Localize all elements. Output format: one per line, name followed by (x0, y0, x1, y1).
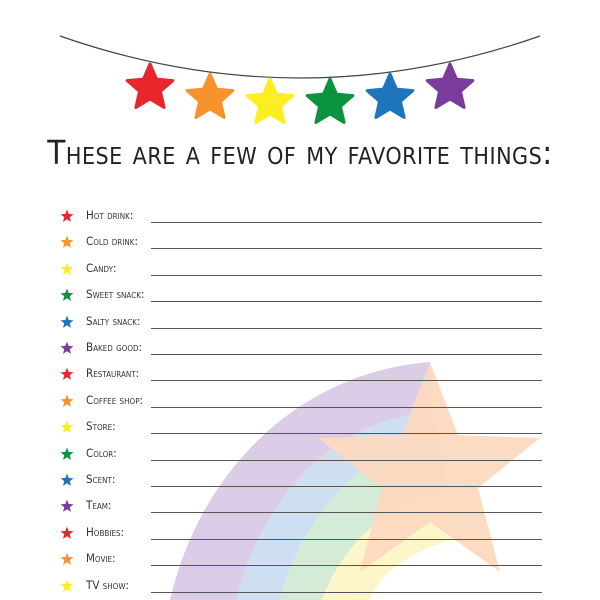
answer-line[interactable] (151, 275, 542, 276)
item-label: Movie: (86, 551, 116, 566)
answer-line[interactable] (151, 565, 542, 566)
item-label: Hot drink: (86, 208, 134, 222)
star-icon (60, 262, 74, 276)
item-label: Team: (86, 498, 112, 513)
list-item (0, 547, 600, 571)
item-label: Hobbies: (86, 524, 125, 539)
star-icon (60, 579, 74, 593)
item-label: Sweet snack: (86, 287, 145, 302)
list-item (0, 389, 600, 413)
list-item (0, 310, 600, 334)
item-label: TV show: (86, 577, 129, 592)
item-label: Baked good: (86, 340, 143, 354)
list-item (0, 442, 600, 466)
list-item (0, 521, 600, 545)
star-icon (60, 209, 74, 223)
item-label: Candy: (86, 260, 117, 275)
answer-line[interactable] (151, 592, 542, 593)
list-item (0, 336, 600, 360)
answer-line[interactable] (151, 486, 542, 487)
list-item (0, 494, 600, 518)
list-item (0, 230, 600, 254)
star-icon (60, 341, 74, 355)
star-icon (60, 367, 74, 381)
list-item (0, 468, 600, 492)
star-icon (60, 526, 74, 540)
answer-line[interactable] (151, 354, 542, 355)
page-title: These are a few of my favorite things: (47, 133, 553, 172)
star-icon (60, 499, 74, 513)
list-item (0, 362, 600, 386)
list-item (0, 283, 600, 307)
item-label: Restaurant: (86, 366, 140, 381)
item-label: Store: (86, 419, 116, 434)
star-icon (60, 288, 74, 302)
answer-line[interactable] (151, 512, 542, 513)
item-label: Color: (86, 445, 117, 460)
star-icon (60, 394, 74, 408)
item-label: Salty snack: (86, 313, 141, 328)
answer-line[interactable] (151, 328, 542, 329)
item-label: Coffee shop: (86, 392, 144, 407)
star-icon (60, 420, 74, 434)
list-item (0, 415, 600, 439)
item-label: Scent: (86, 472, 116, 486)
list-item (0, 257, 600, 281)
answer-line[interactable] (151, 222, 542, 223)
answer-line[interactable] (151, 301, 542, 302)
answer-line[interactable] (151, 248, 542, 249)
item-label: Cold drink: (86, 234, 138, 249)
star-icon (60, 552, 74, 566)
star-icon (60, 235, 74, 249)
answer-line[interactable] (151, 460, 542, 461)
answer-line[interactable] (151, 380, 542, 381)
star-icon (60, 473, 74, 487)
list-item (0, 204, 600, 228)
list-item (0, 574, 600, 598)
answer-line[interactable] (151, 433, 542, 434)
star-icon (60, 447, 74, 461)
answer-line[interactable] (151, 539, 542, 540)
answer-line[interactable] (151, 407, 542, 408)
star-icon (60, 315, 74, 329)
